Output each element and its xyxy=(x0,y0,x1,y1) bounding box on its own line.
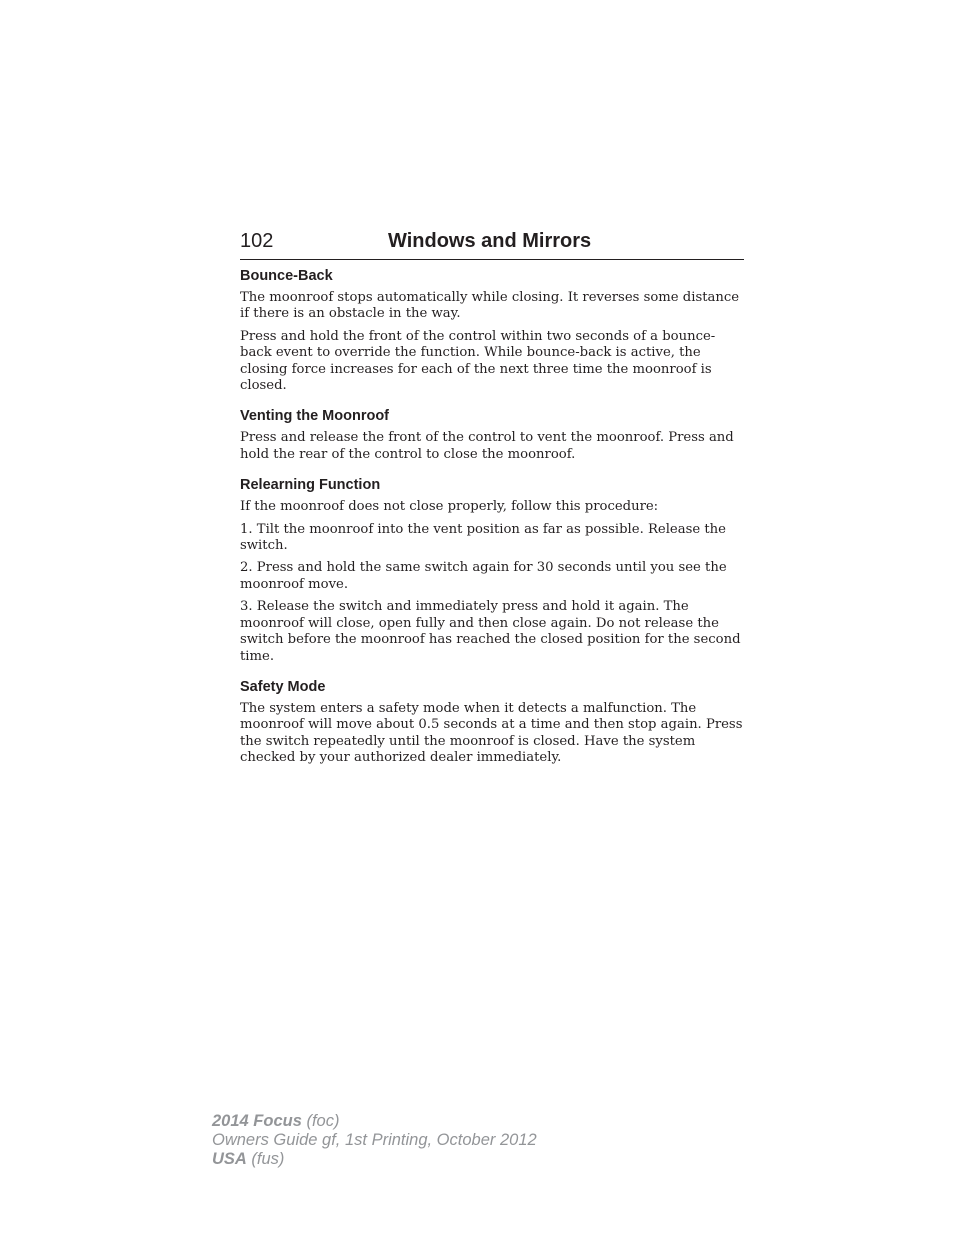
section-heading: Safety Mode xyxy=(240,678,326,695)
footer-market-code: (fus) xyxy=(246,1150,285,1168)
footer-line-market xyxy=(212,1150,537,1169)
list-item: 1. Tilt the moonroof into the vent position as far as possible. Release the switch. xyxy=(240,521,726,554)
section-heading: Relearning Function xyxy=(240,477,381,494)
section-heading: Bounce-Back xyxy=(240,268,333,284)
section-safety-mode xyxy=(240,678,744,767)
footer-model-code: (foc) xyxy=(301,1112,340,1130)
page-header xyxy=(240,229,744,260)
footer-model: 2014 Focus xyxy=(212,1112,302,1130)
page-content xyxy=(240,267,744,773)
paragraph: Press and hold the front of the control within two seconds of a bounce-back event to override the function. While bounce-back is active, the closing force increases for each of the next three time the moonroof is closed. xyxy=(240,328,716,394)
paragraph: The system enters a safety mode when it detects a malfunction. The moonroof will move about 0.5 seconds at a time and then stop again. Press the switch repeatedly until the moonroof is closed. Have the system checked by your authorized dealer immediately. xyxy=(240,700,743,766)
section-bounce-back xyxy=(240,267,744,394)
section-relearning-function xyxy=(240,476,744,665)
document-footer xyxy=(212,1112,537,1169)
footer-market: USA xyxy=(212,1150,247,1168)
paragraph: If the moonroof does not close properly, follow this procedure: xyxy=(240,499,659,515)
footer-line-model xyxy=(212,1112,537,1131)
list-item: 3. Release the switch and immediately press and hold it again. The moonroof will close, open fully and then close again. Do not release the switch before the moonroof has reached the closed position for the second time. xyxy=(240,599,741,664)
footer-line-guide: Owners Guide gf, 1st Printing, October 2012 xyxy=(212,1131,537,1149)
page-number: 102 xyxy=(240,230,274,252)
section-heading: Venting the Moonroof xyxy=(240,408,390,425)
chapter-title: Windows and Mirrors xyxy=(388,230,592,252)
list-item: 2. Press and hold the same switch again for 30 seconds until you see the moonroof move. xyxy=(240,560,727,592)
paragraph: Press and release the front of the control to vent the moonroof. Press and hold the rear of the control to close the moonroof. xyxy=(240,430,734,462)
paragraph: The moonroof stops automatically while closing. It reverses some distance if there is an obstacle in the way. xyxy=(240,290,740,322)
section-venting-the-moonroof xyxy=(240,407,744,463)
